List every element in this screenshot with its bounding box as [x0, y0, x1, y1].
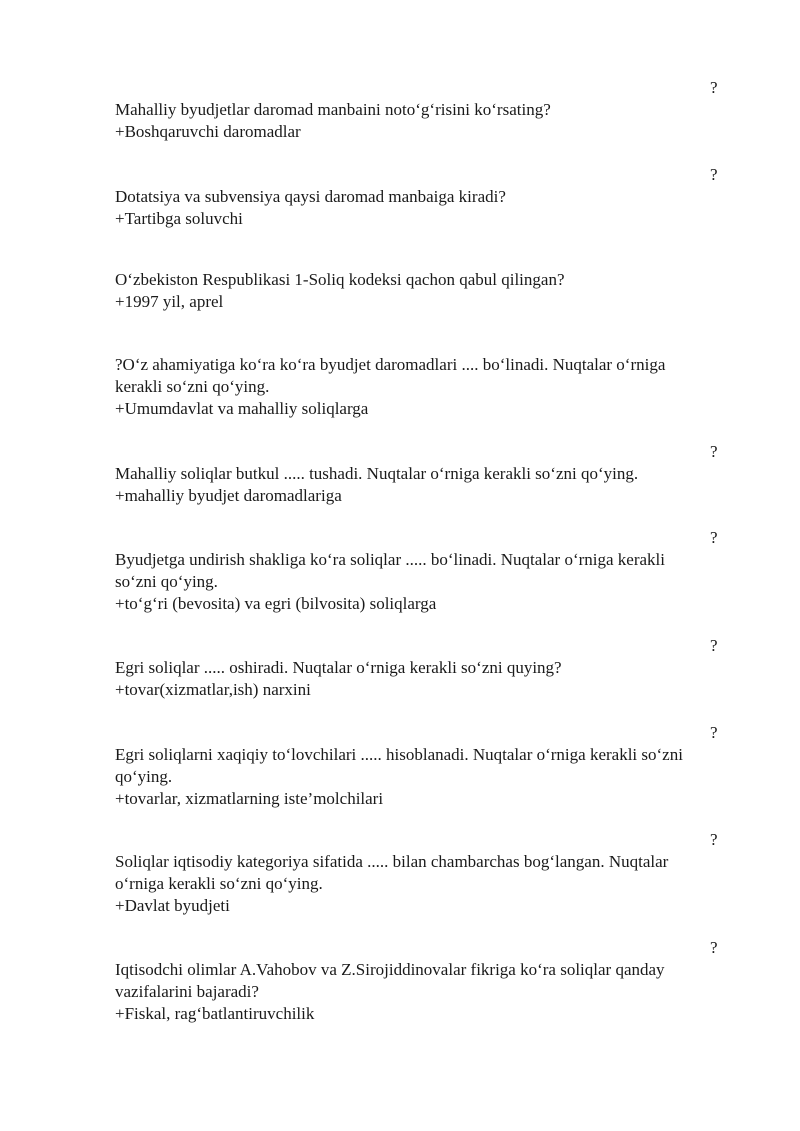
answer-text: +mahalliy byudjet daromadlariga [115, 486, 342, 505]
answer-text: +1997 yil, aprel [115, 292, 224, 311]
question-text-line-2: o‘rniga kerakli so‘zni qo‘ying. [115, 874, 323, 893]
question-text-line-2: qo‘ying. [115, 767, 173, 786]
question-text-line-1: Iqtisodchi olimlar A.Vahobov va Z.Sirojiddinovalar fikriga ko‘ra soliqlar qanday [115, 960, 665, 979]
answer-text: +tovar(xizmatlar,ish) narxini [115, 680, 311, 699]
question-text-line-2: vazifalarini bajaradi? [115, 982, 259, 1001]
question-block-8 [115, 744, 730, 810]
question-text: Mahalliy soliqlar butkul ..... tushadi. Nuqtalar o‘rniga kerakli so‘zni qo‘ying. [115, 464, 639, 483]
question-text-line-2: kerakli so‘zni qo‘ying. [115, 377, 270, 396]
answer-text: +tovarlar, xizmatlarning iste’molchilari [115, 789, 384, 808]
question-block-3 [115, 269, 730, 313]
question-block-7 [115, 657, 730, 701]
answer-text: +Umumdavlat va mahalliy soliqlarga [115, 399, 369, 418]
question-block-5 [115, 463, 730, 507]
question-block-2 [115, 186, 730, 230]
answer-text: +Boshqaruvchi daromadlar [115, 122, 301, 141]
answer-text: +Fiskal, rag‘batlantiruvchilik [115, 1004, 315, 1023]
question-marker: ? [710, 723, 718, 742]
question-text: Egri soliqlar ..... oshiradi. Nuqtalar o‘rniga kerakli so‘zni quying? [115, 658, 562, 677]
question-block-6 [115, 549, 730, 615]
question-block-10 [115, 959, 730, 1025]
question-text: Dotatsiya va subvensiya qaysi daromad manbaiga kiradi? [115, 187, 506, 206]
answer-text: +to‘g‘ri (bevosita) va egri (bilvosita) soliqlarga [115, 594, 437, 613]
question-marker: ? [710, 528, 718, 547]
question-text-line-1: Egri soliqlarni xaqiqiy to‘lovchilari ..... hisoblanadi. Nuqtalar o‘rniga kerakli so‘zni [115, 745, 683, 764]
answer-text: +Davlat byudjeti [115, 896, 230, 915]
question-marker: ? [710, 442, 718, 461]
question-text-line-1: Soliqlar iqtisodiy kategoriya sifatida ..... bilan chambarchas bog‘langan. Nuqtalar [115, 852, 669, 871]
question-block-1 [115, 99, 730, 143]
question-marker: ? [710, 938, 718, 957]
question-text-line-2: so‘zni qo‘ying. [115, 572, 218, 591]
question-text: O‘zbekiston Respublikasi 1-Soliq kodeksi qachon qabul qilingan? [115, 270, 565, 289]
question-block-4 [115, 354, 730, 420]
question-text-line-1: ?O‘z ahamiyatiga ko‘ra ko‘ra byudjet daromadlari .... bo‘linadi. Nuqtalar o‘rniga [115, 355, 666, 374]
question-marker: ? [710, 78, 718, 97]
question-marker: ? [710, 165, 718, 184]
question-text-line-1: Byudjetga undirish shakliga ko‘ra soliqlar ..... bo‘linadi. Nuqtalar o‘rniga kerakli [115, 550, 666, 569]
question-marker: ? [710, 830, 718, 849]
question-text: Mahalliy byudjetlar daromad manbaini noto‘g‘risini ko‘rsating? [115, 100, 551, 119]
question-marker: ? [710, 636, 718, 655]
answer-text: +Tartibga soluvchi [115, 209, 243, 228]
question-block-9 [115, 851, 730, 917]
